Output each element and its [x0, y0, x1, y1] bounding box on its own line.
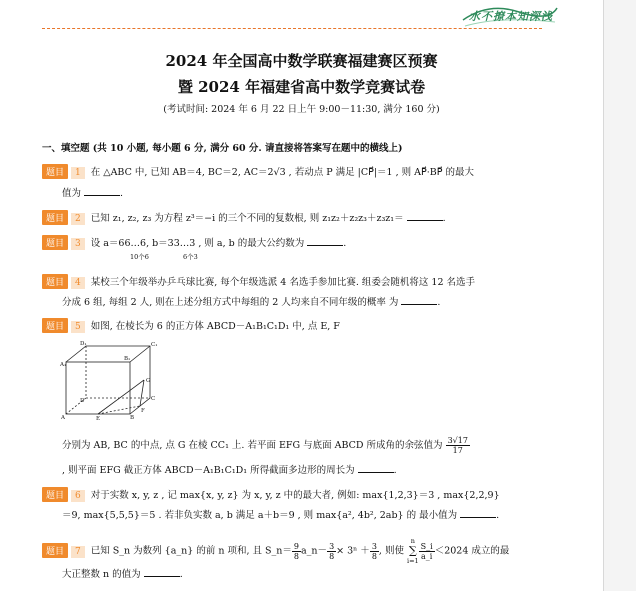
question-number: 6 — [71, 490, 85, 502]
question-text: 如图, 在棱长为 6 的正方体 ABCD－A₁B₁C₁D₁ 中, 点 E, F — [90, 321, 340, 332]
question-text: 已知 z₁, z₂, z₃ 为方程 z³＝−i 的三个不同的复数根, 则 z₁z₂＋z₂z₃＋z₃z₁＝ — [90, 213, 404, 224]
question-tag: 题目 — [42, 318, 68, 333]
cube-diagram — [60, 340, 156, 420]
cube-label-a1: A₁ — [60, 362, 67, 368]
cube-label-e: E — [96, 416, 101, 422]
question-text: 对于实数 x, y, z , 记 max{x, y, z} 为 x, y, z 中的最大者, 例如: max{1,2,3}＝3 , max{2,2,9} — [90, 490, 500, 501]
question-tag: 题目 — [42, 235, 68, 250]
answer-blank — [460, 507, 496, 518]
question-2: 题目 2 已知 z₁, z₂, z₃ 为方程 z³＝−i 的三个不同的复数根, 则 z₁z₂＋z₂z₃＋z₃z₁＝ . — [42, 210, 446, 225]
question-number: 5 — [71, 321, 85, 333]
cube-label-d1: D₁ — [80, 341, 87, 347]
fraction-3-8-b: $\frac{3}{8}$ — [371, 541, 377, 561]
question-number: 1 — [71, 167, 85, 179]
answer-blank — [358, 462, 394, 473]
exam-title: 2024 年全国高中数学联赛福建赛区预赛 — [165, 52, 438, 70]
question-7-line2: 大正整数 n 的值为 . — [62, 566, 183, 580]
question-4-line2: 分成 6 组, 每组 2 人, 则在上述分组方式中每组的 2 人均来自不同年级的概率 为 . — [62, 294, 440, 308]
cube-label-d: D — [80, 398, 85, 404]
exam-subtitle-title: 暨 2024 年福建省高中数学竞赛试卷 — [177, 78, 426, 96]
summation: n ∑ i=1 — [406, 537, 419, 565]
answer-blank — [84, 185, 120, 196]
question-number: 2 — [71, 213, 85, 225]
question-7: 题目 7 已知 S_n 为数列 {a_n} 的前 n 项和, 且 S_n＝ $\frac{9}{8}a\_n-$ $\frac{3}{8}\times 3^n$ ＋ $\frac{3}{8}$, 则使 n ∑ i=1 $\frac{S\_i}{a\_i}<2024$ 成立的最 — [42, 536, 509, 566]
answer-blank — [401, 294, 437, 305]
section-heading: 一、填空题 (共 10 小题, 每小题 6 分, 满分 60 分. 请直接将答案写在题中的横线上) — [42, 143, 403, 154]
answer-blank — [307, 235, 343, 246]
question-number: 3 — [71, 238, 85, 250]
question-tag: 题目 — [42, 487, 68, 502]
question-text: 分成 6 组, 每组 2 人, 则在上述分组方式中每组的 2 人均来自不同年级的概率 为 — [62, 297, 399, 308]
question-6-line2: ＝9, max{5,5,5}＝5 . 若非负实数 a, b 满足 a＋b＝9 , 则 max{a², 4b², 2ab} 的 最小值为 . — [62, 507, 499, 521]
question-text: 分别为 AB, BC 的中点, 点 G 在棱 CC₁ 上. 若平面 EFG 与底面 ABCD 所成角的余弦值为 — [62, 440, 443, 451]
exam-time-info: (考试时间: 2024 年 6 月 22 日上午 9:00－11:30, 满分 160 分) — [163, 104, 440, 115]
fraction-si-ai: $\frac{S\_i}{a\_i}$ — [420, 541, 433, 561]
page-edge — [603, 0, 636, 591]
question-tag: 题目 — [42, 210, 68, 225]
question-1 — [42, 164, 474, 179]
question-text: 设 a＝66…6, b＝33…3 , 则 a, b 的最大公约数为 — [90, 238, 305, 249]
question-tag: 题目 — [42, 543, 68, 558]
question-5 — [42, 318, 340, 333]
cube-label-c1: C₁ — [151, 342, 158, 348]
fraction-9-8: $\frac{9}{8}$ — [293, 541, 300, 561]
fraction-3-8-a: $\frac{3}{8}$ — [329, 541, 335, 561]
question-text: , 则平面 EFG 截正方体 ABCD－A₁B₁C₁D₁ 所得截面多边形的周长为 — [62, 465, 355, 476]
question-text: 在 △ABC 中, 已知 AB＝4, BC＝2, AC＝2√3 , 若动点 P 满足 |CP⃗|＝1 , 则 AP⃗·BP⃗ 的最大 — [90, 167, 475, 178]
header-dashed-divider — [42, 28, 542, 29]
answer-blank — [407, 210, 443, 221]
question-tag: 题目 — [42, 164, 68, 179]
question-3: 题目 3 设 a＝66…6, b＝33…3 , 则 a, b 的最大公约数为 . — [42, 235, 346, 250]
answer-blank — [144, 566, 180, 577]
question-1-line2: 值为 . — [62, 185, 123, 199]
question-number: 7 — [71, 546, 85, 558]
question-text: 值为 — [62, 188, 82, 199]
question-6 — [42, 487, 500, 502]
question-5-line2 — [62, 436, 470, 455]
question-number: 4 — [71, 277, 85, 289]
question-5-line3: , 则平面 EFG 截正方体 ABCD－A₁B₁C₁D₁ 所得截面多边形的周长为 . — [62, 462, 397, 476]
cosine-fraction: $\frac{3√17}{17}$ — [447, 436, 468, 455]
watermark-stamp — [459, 2, 559, 30]
cube-label-b: B — [130, 415, 135, 421]
cube-label-f: F — [141, 408, 145, 414]
question-tag: 题目 — [42, 274, 68, 289]
cube-label-b1: B₁ — [124, 356, 131, 362]
cube-label-a: A — [61, 415, 65, 421]
question-text: ＝9, max{5,5,5}＝5 . 若非负实数 a, b 满足 a＋b＝9 , 则 max{a², 4b², 2ab} 的 最小值为 — [62, 510, 458, 521]
question-3-underbrace-b: 6个3 — [183, 253, 198, 261]
question-text: 大正整数 n 的值为 — [62, 569, 141, 580]
question-4 — [42, 274, 475, 289]
cube-label-c: C — [151, 396, 156, 402]
question-3-underbrace-a: 10个6 — [130, 253, 149, 261]
stamp-text: 水不撩本知深浅 — [469, 10, 553, 23]
question-text: 某校三个年级举办乒乓球比赛, 每个年级选派 4 名选手参加比赛. 组委会随机将这 12 名选手 — [90, 277, 476, 288]
question-text: 已知 S_n 为数列 {a_n} 的前 n 项和, 且 S_n＝ — [90, 545, 292, 557]
cube-label-g: G — [146, 378, 151, 384]
